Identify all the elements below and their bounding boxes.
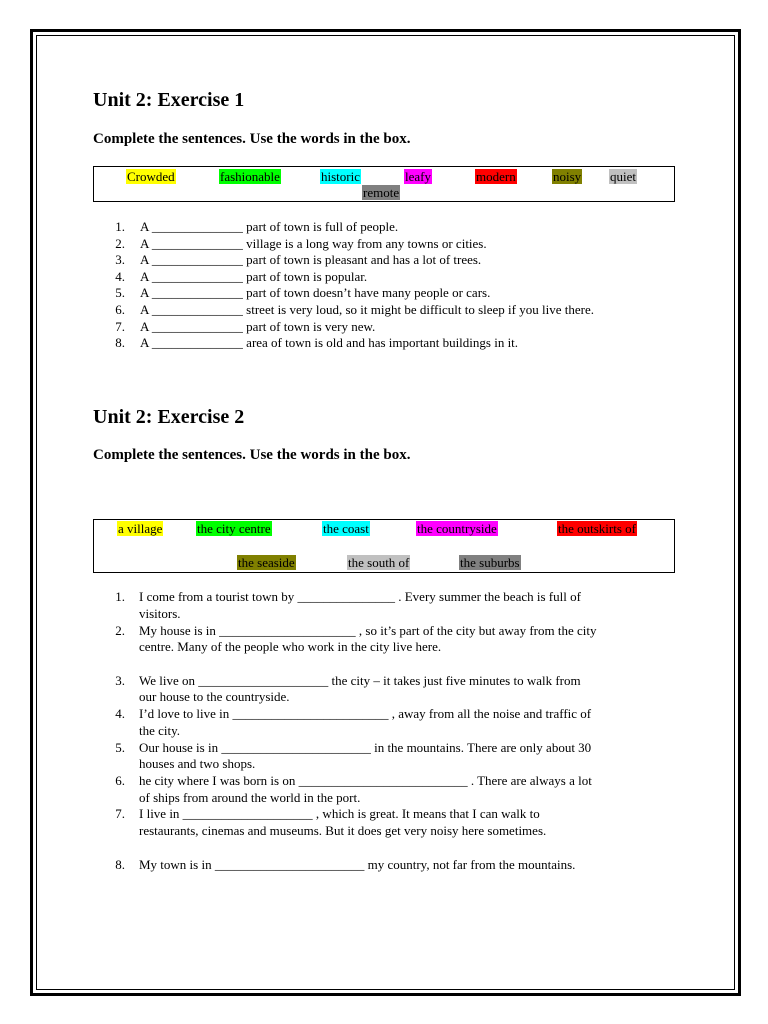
word-chip: modern [476, 169, 516, 184]
exercise-2-instruction: Complete the sentences. Use the words in the box. [93, 447, 411, 463]
exercise-1-instruction: Complete the sentences. Use the words in the box. [93, 131, 411, 147]
word-chip: quiet [610, 169, 636, 184]
word-chip: noisy [553, 169, 582, 184]
word-chip: a village [118, 521, 163, 536]
word-chip: the seaside [238, 555, 295, 570]
exercise-1-word-box [93, 166, 675, 202]
exercise-2-word-box [93, 519, 675, 573]
word-chip: the city centre [197, 521, 271, 536]
word-chip: the countryside [417, 521, 497, 536]
word-chip: fashionable [220, 169, 280, 184]
word-chip: the suburbs [460, 555, 520, 570]
exercise-2-title: Unit 2: Exercise 2 [93, 406, 245, 428]
exercise-1-title: Unit 2: Exercise 1 [93, 89, 245, 111]
word-chip: remote [363, 185, 400, 200]
word-chip: the south of [348, 555, 410, 570]
word-chip: historic [321, 169, 360, 184]
word-chip: leafy [405, 169, 431, 184]
word-chip: Crowded [127, 169, 175, 184]
word-chip: the coast [323, 521, 369, 536]
word-chip: the outskirts of [558, 521, 636, 536]
